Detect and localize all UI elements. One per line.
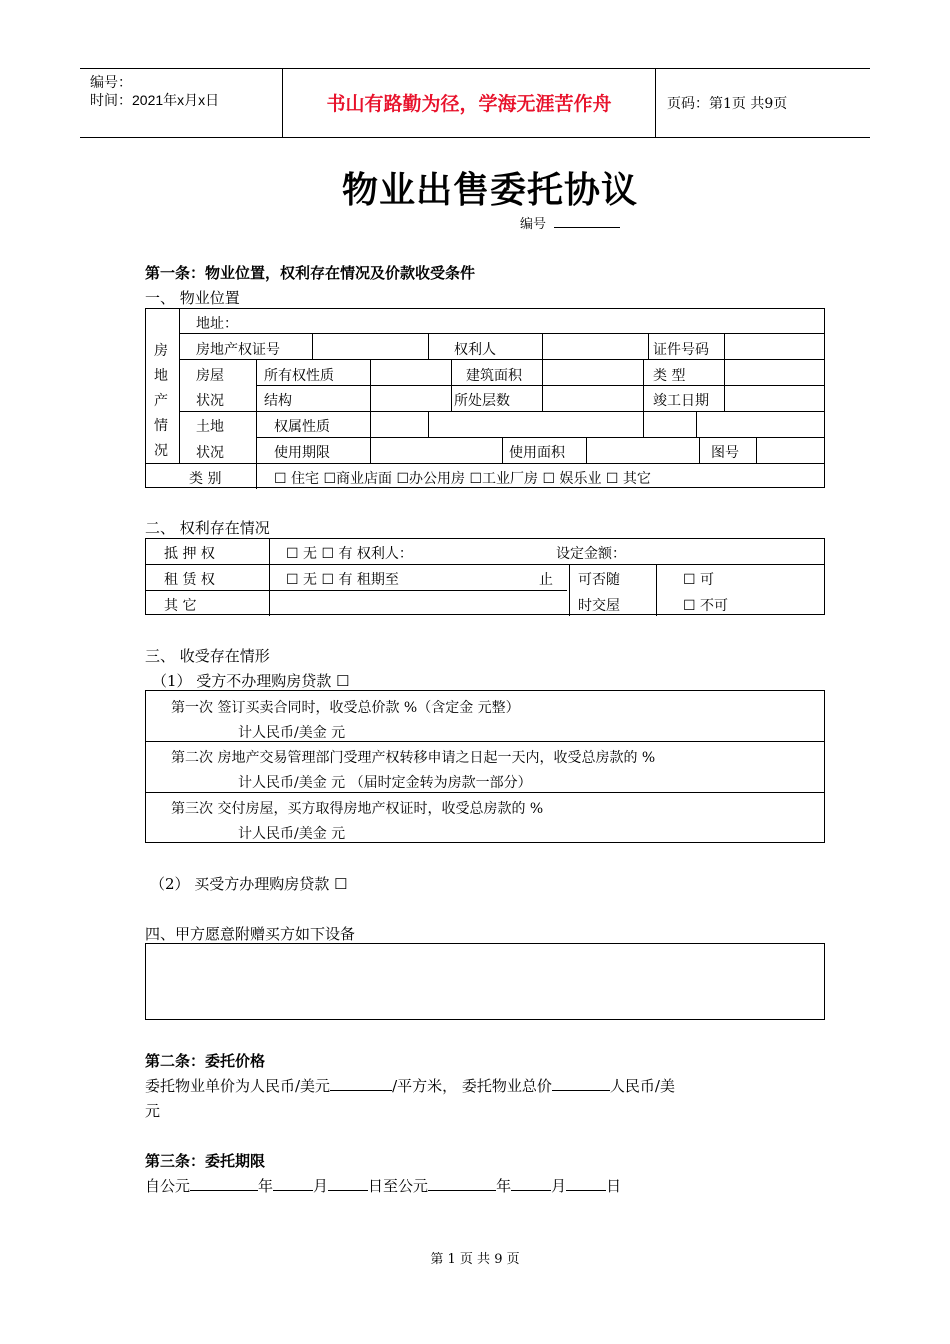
article2-heading: 第二条：委托价格: [145, 1052, 266, 1070]
section4-heading: 四、甲方愿意附赠买方如下设备: [145, 925, 356, 943]
total-price-blank: [552, 1076, 610, 1091]
header-motto: 书山有路勤为径，学海无涯苦作舟: [283, 69, 656, 137]
handover-yes: ☐ 可: [683, 572, 715, 588]
to-label: 日至公元: [368, 1177, 429, 1195]
land-label-1: 土地: [196, 419, 224, 435]
area-label: 建筑面积: [466, 368, 522, 384]
lease-options: ☐ 无 ☐ 有 租期至: [286, 572, 399, 588]
document-title: 物业出售委托协议: [341, 169, 638, 211]
number-label: 编号：: [90, 74, 132, 90]
lease-label: 租 赁 权: [164, 572, 215, 588]
to-month-label: 月: [551, 1177, 567, 1195]
rights-table: [145, 538, 825, 615]
to-year-label: 年: [496, 1177, 512, 1195]
page-footer: 第 1 页 共 9 页: [430, 1252, 520, 1267]
payment3-line2: 计人民币/美金 元: [238, 826, 346, 842]
land-label-2: 状况: [196, 445, 224, 461]
time-label: 时间：2021年x月x日: [90, 92, 220, 108]
owner-label: 权利人: [454, 342, 496, 358]
completion-label: 竣工日期: [653, 393, 709, 409]
use-area-label: 使用面积: [509, 445, 565, 461]
section2-heading: 二、 权利存在情况: [145, 519, 270, 537]
page-header: [80, 68, 870, 138]
land-right-label: 权属性质: [274, 419, 330, 435]
property-side-label-cell: [146, 309, 180, 463]
lease-until: 止: [539, 572, 553, 588]
from-day-blank: [328, 1176, 368, 1191]
payment3-line1: 第三次 交付房屋，买方取得房地产权证时，收受总房款的 %: [171, 801, 544, 817]
payment1-line2: 计人民币/美金 元: [238, 725, 346, 741]
category-options: ☐ 住宅 ☐商业店面 ☐办公用房 ☐工业厂房 ☐ 娱乐业 ☐ 其它: [274, 471, 651, 487]
handover-no: ☐ 不可: [683, 598, 729, 614]
from-month-blank: [273, 1176, 313, 1191]
section1-heading: 一、 物业位置: [145, 289, 240, 307]
payment-table: [145, 690, 825, 843]
to-year-blank: [428, 1176, 496, 1191]
section3-option1: （1） 受方不办理购房贷款 ☐: [152, 672, 350, 690]
article2-text-d: 元: [145, 1102, 161, 1120]
article3-text: [145, 1175, 621, 1196]
other-label: 其 它: [164, 598, 197, 614]
floor-label: 所处层数: [454, 393, 510, 409]
house-label-1: 房屋: [196, 368, 224, 384]
to-day-blank: [566, 1176, 606, 1191]
article2-text: [145, 1075, 675, 1096]
house-label-2: 状况: [196, 393, 224, 409]
ownership-label: 所有权性质: [264, 368, 334, 384]
mortgage-options: ☐ 无 ☐ 有 权利人：: [286, 546, 413, 562]
from-month-label: 月: [313, 1177, 329, 1195]
from-year-label: 年: [258, 1177, 274, 1195]
handover-label-1: 可否随: [578, 572, 620, 588]
payment2-line2: 计人民币/美金 元 （届时定金转为房款一部分）: [238, 775, 532, 791]
payment2-line1: 第二次 房地产交易管理部门受理产权转移申请之日起一天内，收受总房款的 %: [171, 750, 656, 766]
category-label: 类 别: [189, 471, 222, 487]
mortgage-label: 抵 押 权: [164, 546, 215, 562]
doc-number-blank: [554, 215, 620, 228]
header-meta: [80, 69, 283, 137]
to-month-blank: [511, 1176, 551, 1191]
map-number-label: 图号: [711, 445, 739, 461]
property-table: [145, 308, 825, 488]
handover-label-2: 时交屋: [578, 598, 620, 614]
property-side-label: 房地产情况: [154, 343, 168, 459]
cert-label: 房地产权证号: [196, 342, 280, 358]
doc-number: [520, 213, 620, 232]
article2-text-c: 人民币/美: [609, 1077, 675, 1095]
set-amount-label: 设定金额：: [556, 546, 626, 562]
address-label: 地址：: [196, 316, 238, 332]
from-label: 自公元: [145, 1177, 191, 1195]
use-period-label: 使用期限: [274, 445, 330, 461]
header-page: 页码：第1页 共9页: [667, 96, 788, 112]
id-number-label: 证件号码: [653, 342, 709, 358]
unit-price-blank: [330, 1076, 392, 1091]
doc-number-label: 编号: [520, 217, 547, 232]
article2-text-b: /平方米， 委托物业总价: [392, 1077, 552, 1095]
article2-text-a: 委托物业单价为人民币/美元: [145, 1077, 331, 1095]
structure-label: 结构: [264, 393, 292, 409]
payment1-line1: 第一次 签订买卖合同时，收受总价款 %（含定金 元整）: [171, 700, 520, 716]
to-day-label: 日: [606, 1177, 622, 1195]
section3-heading: 三、 收受存在情形: [145, 647, 270, 665]
type-label: 类 型: [653, 368, 686, 384]
article3-heading: 第三条：委托期限: [145, 1152, 266, 1170]
from-year-blank: [190, 1176, 258, 1191]
section3-option2: （2） 买受方办理购房贷款 ☐: [150, 875, 348, 893]
article1-heading: 第一条：物业位置，权利存在情况及价款收受条件: [145, 264, 476, 282]
equipment-box: [145, 943, 825, 1020]
